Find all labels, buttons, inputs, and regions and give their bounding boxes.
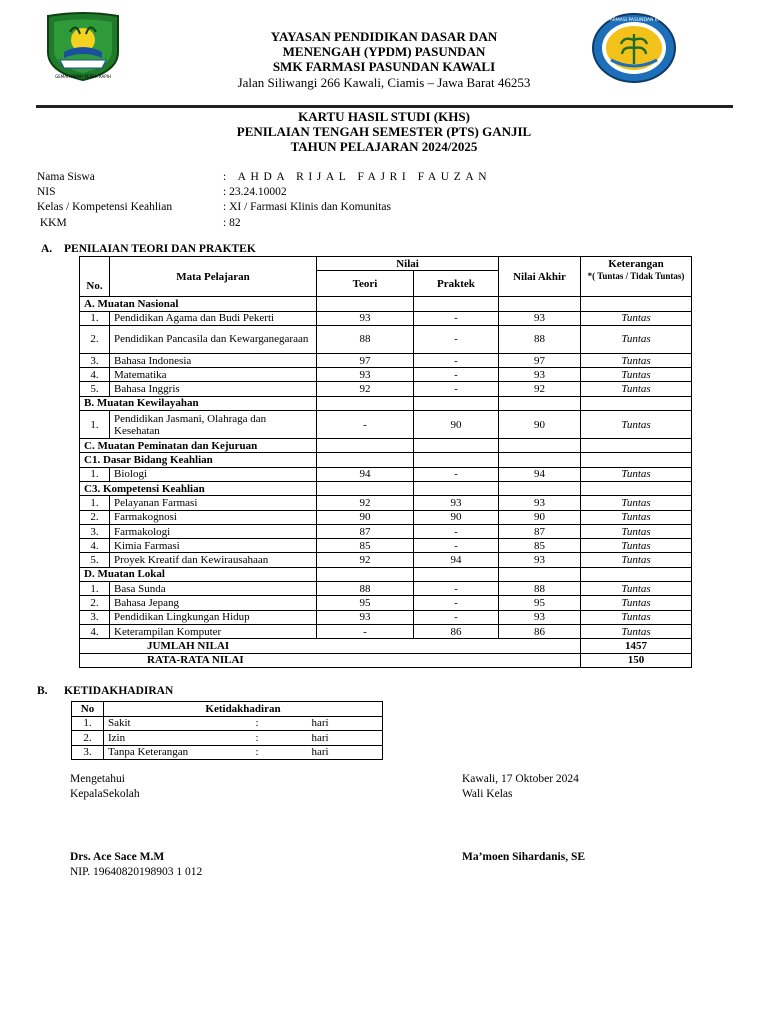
praktek-score: -: [414, 368, 499, 382]
subject-name: Kimia Farmasi: [110, 539, 317, 553]
empty-cell: [499, 481, 581, 495]
empty-cell: [414, 453, 499, 467]
subject-row: [80, 624, 692, 638]
final-score: 86: [499, 624, 581, 638]
empty-cell: [581, 396, 692, 410]
status-text: Tuntas: [581, 411, 692, 439]
absence-no: 1.: [72, 716, 104, 731]
absence-no: 3.: [72, 745, 104, 760]
subject-name: Pendidikan Agama dan Budi Pekerti: [110, 311, 317, 325]
final-score: 93: [499, 553, 581, 567]
praktek-score: -: [414, 467, 499, 481]
absence-header-title: Ketidakhadiran: [104, 702, 383, 717]
row-number: 3.: [80, 353, 110, 367]
row-number: 4.: [80, 539, 110, 553]
absence-unit: hari: [312, 745, 383, 760]
header-teori: Teori: [317, 271, 414, 297]
praktek-score: -: [414, 311, 499, 325]
group-row: [80, 297, 692, 311]
kkm-value: : 82: [223, 217, 241, 229]
status-text: Tuntas: [581, 496, 692, 510]
subject-name: Pendidikan Jasmani, Olahraga dan Kesehatan: [110, 411, 317, 439]
final-score: 93: [499, 368, 581, 382]
signature-right-name: [462, 850, 585, 865]
row-number: 3.: [80, 524, 110, 538]
absence-separator: :: [252, 745, 312, 760]
final-score: 85: [499, 539, 581, 553]
foundation-name-line1: YAYASAN PENDIDIKAN DASAR DAN: [270, 29, 498, 44]
absence-row: [72, 716, 383, 731]
teori-score: 88: [317, 582, 414, 596]
header-subject: Mata Pelajaran: [110, 257, 317, 297]
teori-score: 90: [317, 510, 414, 524]
praktek-score: 94: [414, 553, 499, 567]
header-nilai: Nilai: [317, 257, 499, 271]
absence-table: [71, 701, 383, 760]
total-label: JUMLAH NILAI: [80, 639, 581, 653]
class-value: : XI / Farmasi Klinis dan Komunitas: [223, 201, 392, 213]
average-label: RATA-RATA NILAI: [80, 653, 581, 667]
teori-score: 95: [317, 596, 414, 610]
absence-row: [72, 745, 383, 760]
absence-label: Tanpa Keterangan: [104, 745, 252, 760]
class-label: Kelas / Kompetensi Keahlian: [37, 201, 173, 213]
subject-name: Pendidikan Lingkungan Hidup: [110, 610, 317, 624]
absence-label: Izin: [104, 731, 252, 746]
absence-unit: hari: [312, 716, 383, 731]
praktek-score: -: [414, 539, 499, 553]
subject-name: Bahasa Indonesia: [110, 353, 317, 367]
absence-header-no: No: [72, 702, 104, 717]
empty-cell: [499, 439, 581, 453]
document-title: [0, 109, 768, 154]
teori-score: -: [317, 411, 414, 439]
empty-cell: [414, 481, 499, 495]
empty-cell: [499, 297, 581, 311]
absence-separator: :: [252, 716, 312, 731]
group-row: [80, 453, 692, 467]
praktek-score: -: [414, 524, 499, 538]
emblem-caption: GEMAH RIPAH REPEH RAPIH: [55, 74, 111, 79]
name-label: Nama Siswa: [37, 171, 95, 183]
empty-cell: [499, 396, 581, 410]
place-date: Kawali, 17 Oktober 2024: [462, 773, 579, 785]
empty-cell: [581, 453, 692, 467]
subject-row: [80, 596, 692, 610]
absence-row: [72, 731, 383, 746]
subject-row: [80, 582, 692, 596]
teori-score: 93: [317, 368, 414, 382]
final-score: 88: [499, 582, 581, 596]
absence-separator: :: [252, 731, 312, 746]
subject-name: Matematika: [110, 368, 317, 382]
row-number: 2.: [80, 510, 110, 524]
teori-score: 87: [317, 524, 414, 538]
subject-name: Biologi: [110, 467, 317, 481]
teori-score: 97: [317, 353, 414, 367]
empty-cell: [499, 567, 581, 581]
kkm-label: KKM: [37, 217, 67, 229]
subject-row: [80, 325, 692, 353]
status-text: Tuntas: [581, 325, 692, 353]
section-b-title: KETIDAKHADIRAN: [64, 685, 174, 697]
subject-row: [80, 353, 692, 367]
header-praktek: Praktek: [414, 271, 499, 297]
school-address: Jalan Siliwangi 266 Kawali, Ciamis – Jawa Barat 46253: [237, 75, 531, 90]
final-score: 92: [499, 382, 581, 396]
empty-cell: [581, 567, 692, 581]
header-akhir: Nilai Akhir: [499, 257, 581, 297]
subject-row: [80, 610, 692, 624]
header-ket-title: Keterangan: [608, 258, 664, 270]
status-text: Tuntas: [581, 582, 692, 596]
row-number: 1.: [80, 311, 110, 325]
final-score: 97: [499, 353, 581, 367]
section-a-title: PENILAIAN TEORI DAN PRAKTEK: [64, 243, 256, 255]
subject-row: [80, 524, 692, 538]
section-b-heading: [37, 685, 173, 697]
row-number: 1.: [80, 411, 110, 439]
teori-score: -: [317, 624, 414, 638]
subject-row: [80, 311, 692, 325]
final-score: 87: [499, 524, 581, 538]
group-title: B. Muatan Kewilayahan: [80, 396, 317, 410]
row-number: 4.: [80, 368, 110, 382]
subject-name: Pelayanan Farmasi: [110, 496, 317, 510]
final-score: 93: [499, 496, 581, 510]
nis-label: NIS: [37, 186, 56, 198]
nis-value: : 23.24.10002: [223, 186, 287, 198]
praktek-score: 90: [414, 510, 499, 524]
principal-nip: NIP. 19640820198903 1 012: [70, 866, 203, 878]
final-score: 93: [499, 610, 581, 624]
empty-cell: [317, 396, 414, 410]
header-divider: [36, 105, 733, 108]
empty-cell: [499, 453, 581, 467]
status-text: Tuntas: [581, 368, 692, 382]
empty-cell: [317, 567, 414, 581]
final-score: 90: [499, 411, 581, 439]
group-title: C3. Kompetensi Keahlian: [80, 481, 317, 495]
subject-name: Basa Sunda: [110, 582, 317, 596]
school-logo-caption: SMK FARMASI PASUNDAN KAWALI: [596, 18, 672, 23]
group-row: [80, 439, 692, 453]
praktek-score: 86: [414, 624, 499, 638]
subject-name: Proyek Kreatif dan Kewirausahaan: [110, 553, 317, 567]
left-role: KepalaSekolah: [70, 788, 140, 800]
empty-cell: [317, 481, 414, 495]
school-logo-icon: [591, 12, 677, 84]
grades-table: [79, 256, 692, 668]
row-number: 4.: [80, 624, 110, 638]
teori-score: 94: [317, 467, 414, 481]
subject-row: [80, 553, 692, 567]
subject-row: [80, 496, 692, 510]
praktek-score: -: [414, 325, 499, 353]
subject-name: Farmakognosi: [110, 510, 317, 524]
row-number: 1.: [80, 467, 110, 481]
header-no: No.: [80, 257, 110, 297]
title-line1: KARTU HASIL STUDI (KHS): [298, 109, 470, 124]
group-row: [80, 567, 692, 581]
praktek-score: -: [414, 610, 499, 624]
teori-score: 92: [317, 496, 414, 510]
teori-score: 88: [317, 325, 414, 353]
final-score: 90: [499, 510, 581, 524]
group-row: [80, 396, 692, 410]
school-name: SMK FARMASI PASUNDAN KAWALI: [272, 59, 496, 74]
average-value: 150: [581, 653, 692, 667]
header-ket-note: *( Tuntas / Tidak Tuntas): [587, 271, 685, 281]
row-number: 3.: [80, 610, 110, 624]
foundation-name-line2: MENENGAH (YPDM) PASUNDAN: [282, 44, 486, 59]
final-score: 88: [499, 325, 581, 353]
empty-cell: [414, 439, 499, 453]
status-text: Tuntas: [581, 382, 692, 396]
empty-cell: [581, 297, 692, 311]
name-value: : AHDA RIJAL FAJRI FAUZAN: [223, 171, 492, 183]
group-row: [80, 481, 692, 495]
subject-row: [80, 382, 692, 396]
praktek-score: -: [414, 596, 499, 610]
empty-cell: [317, 297, 414, 311]
status-text: Tuntas: [581, 624, 692, 638]
subject-name: Bahasa Jepang: [110, 596, 317, 610]
principal-name: Drs. Ace Sace M.M: [70, 851, 165, 863]
west-java-emblem-icon: [40, 12, 126, 82]
teori-score: 93: [317, 610, 414, 624]
teori-score: 93: [317, 311, 414, 325]
empty-cell: [317, 439, 414, 453]
empty-cell: [581, 481, 692, 495]
header-keterangan: [581, 257, 692, 297]
title-line3: TAHUN PELAJARAN 2024/2025: [290, 139, 478, 154]
subject-name: Keterampilan Komputer: [110, 624, 317, 638]
teori-score: 92: [317, 382, 414, 396]
group-title: C. Muatan Peminatan dan Kejuruan: [80, 439, 317, 453]
row-number: 5.: [80, 553, 110, 567]
subject-row: [80, 368, 692, 382]
subject-row: [80, 539, 692, 553]
status-text: Tuntas: [581, 596, 692, 610]
empty-cell: [581, 439, 692, 453]
subject-row: [80, 411, 692, 439]
status-text: Tuntas: [581, 539, 692, 553]
absence-no: 2.: [72, 731, 104, 746]
praktek-score: 90: [414, 411, 499, 439]
section-b-letter: B.: [37, 685, 48, 697]
section-a-heading: [41, 243, 256, 255]
grades-body: [80, 297, 692, 639]
title-line2: PENILAIAN TENGAH SEMESTER (PTS) GANJIL: [236, 124, 532, 139]
empty-cell: [317, 453, 414, 467]
status-text: Tuntas: [581, 467, 692, 481]
row-number: 2.: [80, 325, 110, 353]
total-value: 1457: [581, 639, 692, 653]
right-role: Wali Kelas: [462, 788, 513, 800]
signature-right: [462, 772, 579, 802]
row-number: 2.: [80, 596, 110, 610]
status-text: Tuntas: [581, 610, 692, 624]
section-a-letter: A.: [41, 243, 53, 255]
absence-body: [72, 716, 383, 760]
empty-cell: [414, 396, 499, 410]
praktek-score: 93: [414, 496, 499, 510]
subject-name: Farmakologi: [110, 524, 317, 538]
homeroom-teacher-name: Ma’moen Sihardanis, SE: [462, 851, 586, 863]
empty-cell: [414, 297, 499, 311]
row-number: 1.: [80, 582, 110, 596]
group-title: A. Muatan Nasional: [80, 297, 317, 311]
signature-left: [70, 772, 140, 802]
status-text: Tuntas: [581, 524, 692, 538]
praktek-score: -: [414, 353, 499, 367]
status-text: Tuntas: [581, 311, 692, 325]
group-title: D. Muatan Lokal: [80, 567, 317, 581]
empty-cell: [414, 567, 499, 581]
row-number: 1.: [80, 496, 110, 510]
teori-score: 85: [317, 539, 414, 553]
signature-left-name: [70, 850, 202, 880]
praktek-score: -: [414, 382, 499, 396]
praktek-score: -: [414, 582, 499, 596]
status-text: Tuntas: [581, 353, 692, 367]
absence-unit: hari: [312, 731, 383, 746]
teori-score: 92: [317, 553, 414, 567]
subject-name: Pendidikan Pancasila dan Kewarganegaraan: [110, 325, 317, 353]
status-text: Tuntas: [581, 553, 692, 567]
final-score: 95: [499, 596, 581, 610]
status-text: Tuntas: [581, 510, 692, 524]
subject-row: [80, 510, 692, 524]
final-score: 94: [499, 467, 581, 481]
row-number: 5.: [80, 382, 110, 396]
left-acknowledge: Mengetahui: [70, 773, 125, 785]
subject-name: Bahasa Inggris: [110, 382, 317, 396]
student-info: [37, 170, 491, 231]
subject-row: [80, 467, 692, 481]
absence-label: Sakit: [104, 716, 252, 731]
letterhead: [0, 0, 768, 110]
group-title: C1. Dasar Bidang Keahlian: [80, 453, 317, 467]
final-score: 93: [499, 311, 581, 325]
